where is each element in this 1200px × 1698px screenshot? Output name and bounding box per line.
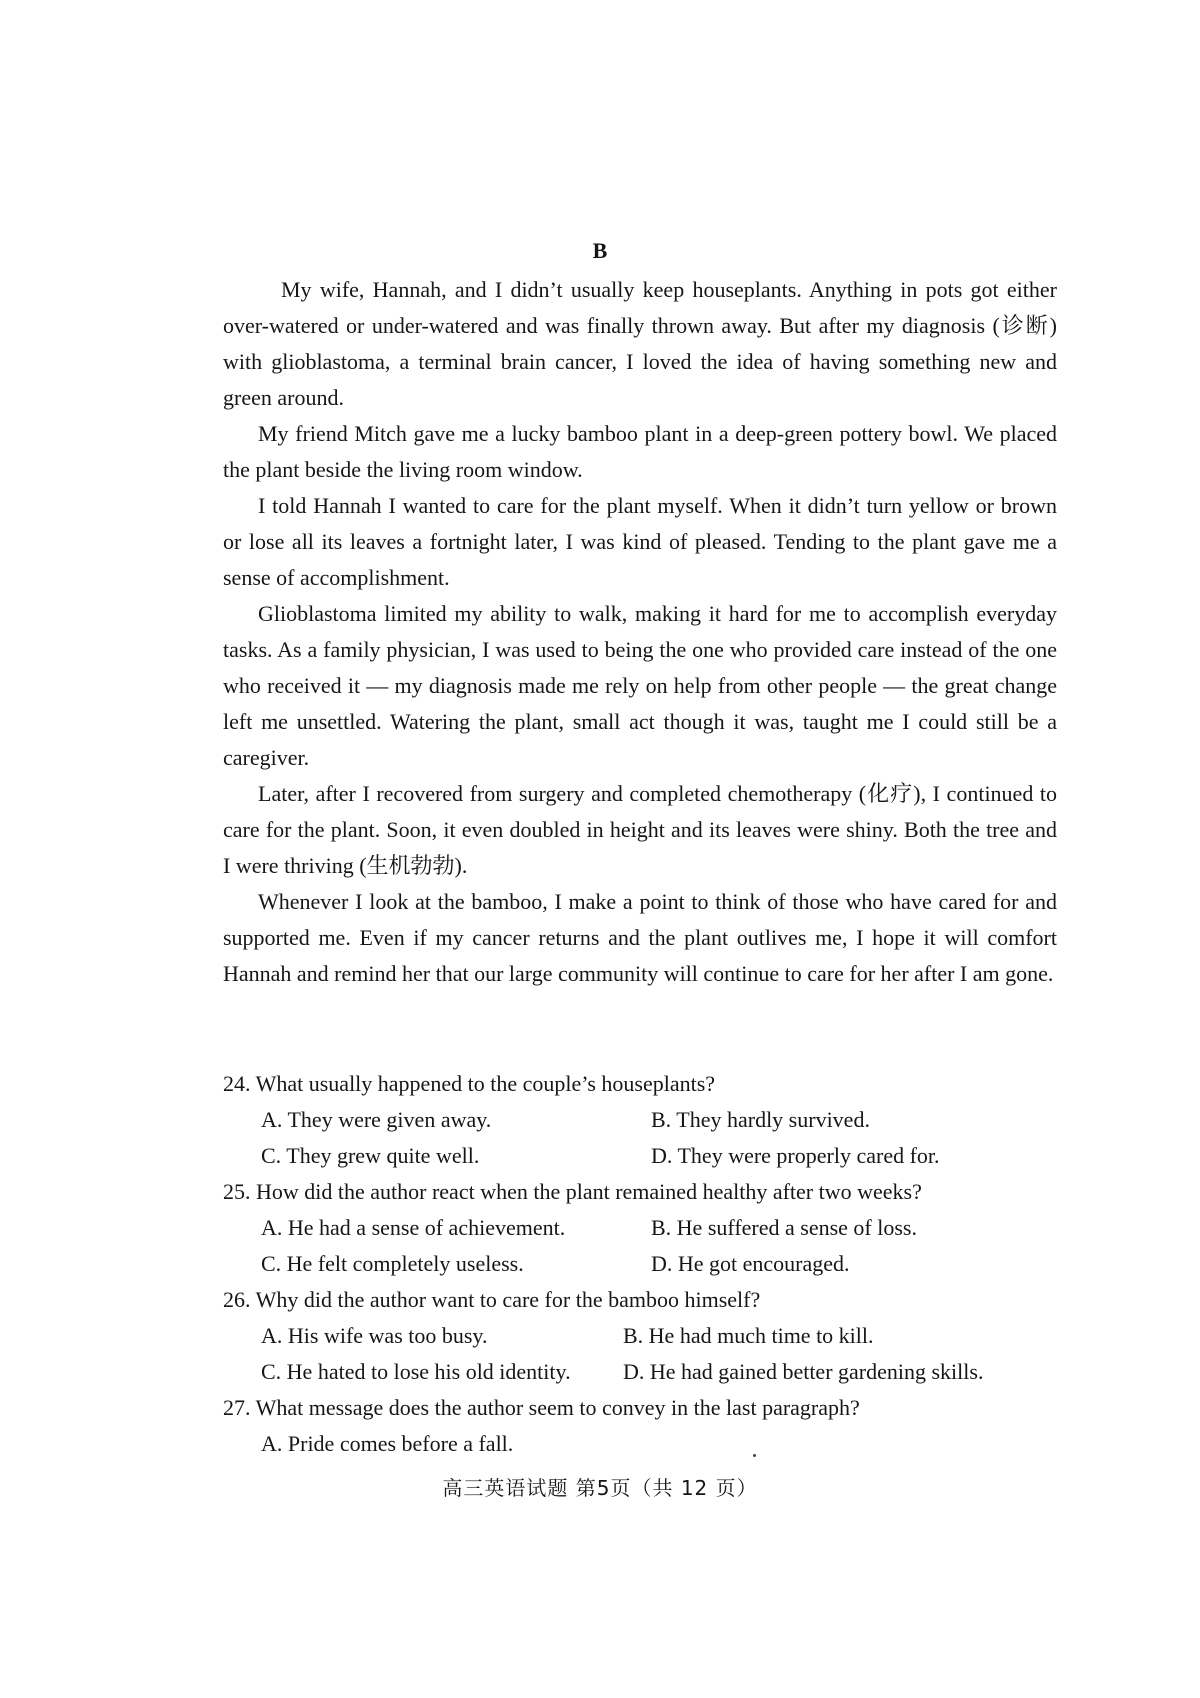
question-stem: 25. How did the author react when the plant remained healthy after two weeks? [223, 1179, 922, 1204]
option-d: D. He had gained better gardening skills. [623, 1359, 984, 1384]
option-d: D. They were properly cared for. [651, 1143, 940, 1168]
option-c: C. He felt completely useless. [261, 1251, 524, 1276]
question-stem: 27. What message does the author seem to convey in the last paragraph? [223, 1395, 860, 1420]
passage-paragraph: I told Hannah I wanted to care for the plant myself. When it didn’t turn yellow or brown or lose all its leaves a fortnight later, I was kind of pleased. Tending to the plant gave me a sense of accomplishment. [223, 493, 1057, 590]
scan-speck [753, 1454, 756, 1457]
passage-paragraph: Whenever I look at the bamboo, I make a point to think of those who have cared for and supported me. Even if my cancer returns and the plant outlives me, I hope it will comfort Hannah and remind her that our large community will continue to care for her after I am gone. [223, 889, 1057, 986]
option-c: C. They grew quite well. [261, 1143, 480, 1168]
option-a: A. They were given away. [261, 1107, 492, 1132]
option-row [223, 1138, 1073, 1174]
option-row [223, 1210, 1073, 1246]
section-label: B [592, 238, 608, 263]
passage-paragraph: My wife, Hannah, and I didn’t usually keep houseplants. Anything in pots got either over-watered or under-watered and was finally thrown away. But after my diagnosis (诊断) with glioblastoma, a terminal brain cancer, I loved the idea of having something new and green around. [223, 277, 1057, 410]
passage-paragraph: Glioblastoma limited my ability to walk, making it hard for me to accomplish everyday tasks. As a family physician, I was used to being the one who provided care instead of the one who received it — my diagnosis made me rely on help from other people — the great change left me unsettled. Watering the plant, small act though it was, taught me I could still be a caregiver. [223, 601, 1057, 770]
passage-paragraph: My friend Mitch gave me a lucky bamboo plant in a deep-green pottery bowl. We placed the plant beside the living room window. [223, 421, 1057, 482]
question-25 [223, 1174, 1073, 1282]
option-b: B. They hardly survived. [651, 1107, 870, 1132]
option-c: C. He hated to lose his old identity. [261, 1359, 571, 1384]
question-list [223, 1066, 1073, 1462]
question-27 [223, 1390, 1073, 1462]
question-stem: 24. What usually happened to the couple’s houseplants? [223, 1071, 716, 1096]
question-stem: 26. Why did the author want to care for the bamboo himself? [223, 1287, 761, 1312]
page-footer: 高三英语试题 第5页（共 12 页） [442, 1476, 758, 1500]
option-d: D. He got encouraged. [651, 1251, 850, 1276]
option-row [223, 1318, 1073, 1354]
option-a: A. Pride comes before a fall. [261, 1431, 514, 1456]
option-b: B. He suffered a sense of loss. [651, 1215, 917, 1240]
option-row [223, 1102, 1073, 1138]
passage-paragraph: Later, after I recovered from surgery and completed chemotherapy (化疗), I continued to care for the plant. Soon, it even doubled in height and its leaves were shiny. Both the tree and I were thriving (生机勃勃). [223, 781, 1057, 878]
question-26 [223, 1282, 1073, 1390]
option-row [223, 1246, 1073, 1282]
question-24 [223, 1066, 1073, 1174]
reading-passage [223, 272, 1057, 992]
option-a: A. He had a sense of achievement. [261, 1215, 566, 1240]
option-a: A. His wife was too busy. [261, 1323, 488, 1348]
option-b: B. He had much time to kill. [623, 1323, 874, 1348]
option-row [223, 1354, 1073, 1390]
